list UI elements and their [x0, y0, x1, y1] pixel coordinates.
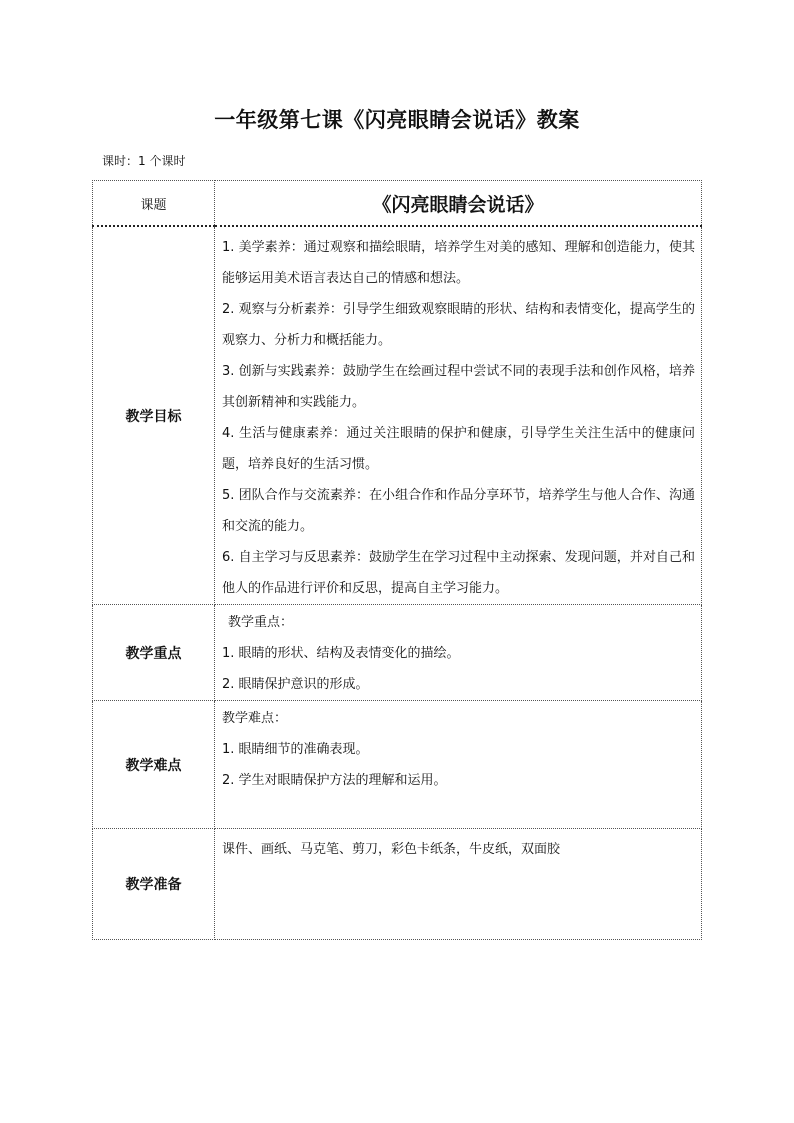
lesson-plan-table [92, 180, 702, 940]
difficulties-label: 教学难点 [93, 701, 215, 829]
subject-value: 《闪亮眼睛会说话》 [372, 194, 544, 216]
difficulty-item-2: 2. 学生对眼睛保护方法的理解和运用。 [222, 773, 447, 788]
goal-item-1: 1. 美学素养：通过观察和描绘眼睛，培养学生对美的感知、理解和创造能力，使其能够运用美术语言表达自己的情感和想法。 [222, 240, 695, 286]
table-row-key-points [93, 605, 702, 701]
table-row-difficulties [93, 701, 702, 829]
preparation-value: 课件、画纸、马克笔、剪刀，彩色卡纸条，牛皮纸，双面胶 [222, 842, 561, 857]
key-points-content [215, 605, 701, 700]
preparation-label: 教学准备 [93, 829, 215, 940]
lesson-period: 课时：1 个课时 [102, 154, 186, 168]
document-title: 一年级第七课《闪亮眼睛会说话》教案 [214, 108, 580, 132]
goal-item-2: 2. 观察与分析素养：引导学生细致观察眼睛的形状、结构和表情变化，提高学生的观察力、分析力和概括能力。 [222, 302, 695, 348]
table-row-preparation [93, 829, 702, 940]
subject-label: 课题 [93, 181, 215, 227]
goal-item-4: 4. 生活与健康素养：通过关注眼睛的保护和健康，引导学生关注生活中的健康问题，培养良好的生活习惯。 [222, 426, 695, 472]
key-points-cell [215, 605, 702, 701]
goals-content [215, 227, 701, 604]
goals-cell [215, 226, 702, 605]
table-row-subject [93, 181, 702, 227]
difficulty-item-1: 1. 眼睛细节的准确表现。 [222, 742, 369, 757]
goal-item-3: 3. 创新与实践素养：鼓励学生在绘画过程中尝试不同的表现手法和创作风格，培养其创新精神和实践能力。 [222, 364, 695, 410]
key-points-label: 教学重点 [93, 605, 215, 701]
difficulties-content [215, 701, 701, 796]
table-row-goals [93, 226, 702, 605]
difficulties-heading: 教学难点： [222, 711, 288, 726]
preparation-cell [215, 829, 702, 940]
goal-item-5: 5. 团队合作与交流素养：在小组合作和作品分享环节，培养学生与他人合作、沟通和交流的能力。 [222, 488, 695, 534]
key-point-item-2: 2. 眼睛保护意识的形成。 [222, 677, 369, 692]
key-point-item-1: 1. 眼睛的形状、结构及表情变化的描绘。 [222, 646, 460, 661]
goal-item-6: 6. 自主学习与反思素养：鼓励学生在学习过程中主动探索、发现问题，并对自己和他人的作品进行评价和反思，提高自主学习能力。 [222, 550, 695, 596]
goals-label: 教学目标 [93, 226, 215, 605]
subject-cell [215, 181, 702, 227]
key-points-heading: 教学重点： [228, 615, 294, 630]
difficulties-cell [215, 701, 702, 829]
